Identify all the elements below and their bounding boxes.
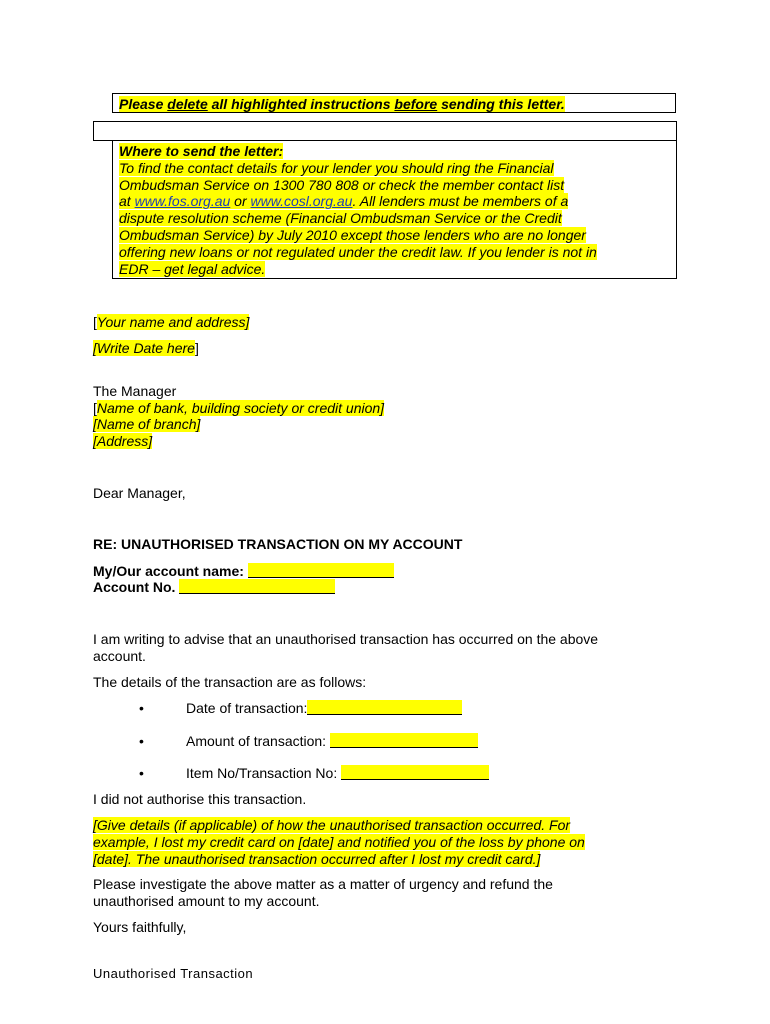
empty-table-row xyxy=(93,121,677,141)
re-line: RE: UNAUTHORISED TRANSACTION ON MY ACCOUNT xyxy=(93,536,463,552)
details-intro: The details of the transaction are as follows: xyxy=(93,674,367,690)
account-name-blank[interactable] xyxy=(248,563,394,578)
recipient-address: [Address] xyxy=(93,433,153,449)
account-name-line: My/Our account name: xyxy=(93,563,394,580)
footer: Unauthorised Transaction xyxy=(93,966,254,981)
sender-name-address: [Your name and address] xyxy=(93,314,250,330)
cosl-link[interactable]: www.cosl.org.au xyxy=(250,193,353,210)
bullet-date: Date of transaction: xyxy=(186,700,462,717)
account-no-blank[interactable] xyxy=(179,579,335,594)
recipient-bank: [Name of bank, building society or credit union] xyxy=(93,400,385,416)
where-heading: Where to send the letter: xyxy=(119,143,284,159)
not-authorised: I did not authorise this transaction. xyxy=(93,791,307,807)
bullet-icon: • xyxy=(139,765,144,781)
give-details-line-3: [date]. The unauthorised transaction occurred after I lost my credit card.] xyxy=(93,851,541,867)
give-details-line-2: example, I lost my credit card on [date] and notified you of the loss by phone on xyxy=(93,834,585,850)
amount-blank[interactable] xyxy=(330,733,478,748)
instruction-text: Please delete all highlighted instructions before sending this letter. xyxy=(119,96,565,112)
account-no-line: Account No. xyxy=(93,579,335,596)
bullet-item: Item No/Transaction No: xyxy=(186,765,489,782)
closing: Yours faithfully, xyxy=(93,919,187,935)
salutation: Dear Manager, xyxy=(93,485,186,501)
instruction-box xyxy=(112,93,676,113)
date-blank[interactable] xyxy=(307,700,462,715)
recipient-branch: [Name of branch] xyxy=(93,416,201,432)
body-para-1-line-1: I am writing to advise that an unauthorised transaction has occurred on the above xyxy=(93,631,599,647)
bullet-icon: • xyxy=(139,700,144,716)
investigate-line-2: unauthorised amount to my account. xyxy=(93,893,320,909)
where-to-send-text: Where to send the letter: To find the contact details for your lender you should ring the Financial Ombudsman Service on 1300 780 808 or check the member contact list at www.fos.org.au or www.cosl.org.au. All lenders must be members of a dispute resolution scheme (Financial Ombudsman Service or the Credit Ombudsman Service) by July 2010 except those lenders who are no longer offering new loans or not regulated under the credit law. If you lender is not in EDR – get legal advice. xyxy=(119,143,597,277)
body-para-1-line-2: account. xyxy=(93,648,146,664)
investigate-line-1: Please investigate the above matter as a matter of urgency and refund the xyxy=(93,876,553,892)
letter-date: [Write Date here] xyxy=(93,340,199,356)
give-details-line-1: [Give details (if applicable) of how the unauthorised transaction occurred. For xyxy=(93,817,571,833)
bullet-icon: • xyxy=(139,733,144,749)
where-to-send-box xyxy=(112,141,677,279)
fos-link[interactable]: www.fos.org.au xyxy=(134,193,231,210)
item-no-blank[interactable] xyxy=(341,765,489,780)
bullet-amount: Amount of transaction: xyxy=(186,733,478,750)
recipient-title: The Manager xyxy=(93,383,177,399)
